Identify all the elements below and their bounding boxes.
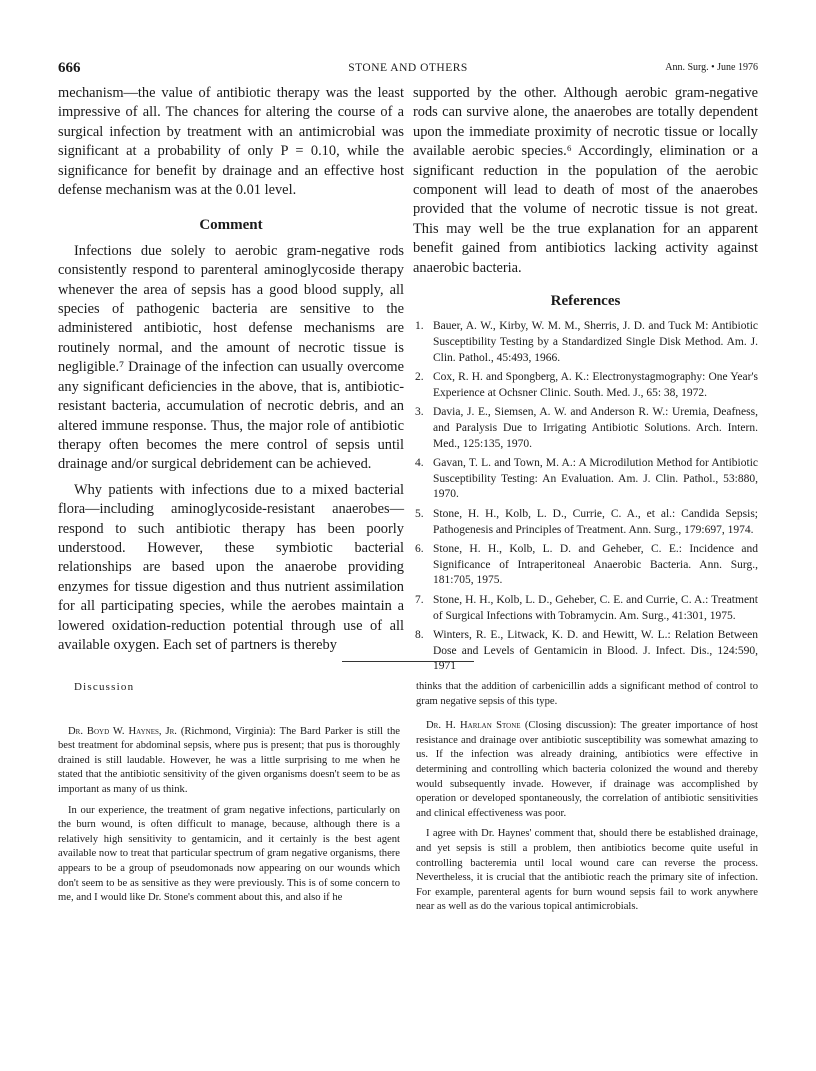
reference-number: 5. <box>415 508 424 520</box>
page-number: 666 <box>58 60 81 76</box>
journal-citation: Ann. Surg. • June 1976 <box>665 62 758 73</box>
reference-text: Davia, J. E., Siemsen, A. W. and Anderson R. W.: Uremia, Deafness, and Paralysis Due to Irrigating Antibiotic Solutions. Arch. Intern. Med., 125:135, 1970. <box>433 406 758 450</box>
comment-paragraph-2: Why patients with infections due to a mixed bacterial flora—including aminoglycoside-resistant anaerobes—respond to such antibiotic therapy has been poorly understood. However, these symbiotic bacterial relationships are based upon the anaerobe providing enzymes for tissue digestion and thus nutrient assimilation for all participating species, while the aerobes maintain a lowered oxidation-reduction potential through use of all available oxygen. Each set of partners is thereby <box>58 481 404 653</box>
reference-text: Stone, H. H., Kolb, L. D., Currie, C. A., et al.: Candida Sepsis; Pathogenesis and Principles of Treatment. Ann. Surg., 179:697, 1974. <box>433 508 758 536</box>
haynes-paragraph-2: In our experience, the treatment of gram negative infections, particularly on the burn wound, is often difficult to manage, because, although there is a relatively high sensitivity to gentamicin, and it certainly is the best agent available now to treat that particular spectrum of gram negative organisms, there appears to be a group of pseudomonads now appearing on our wounds which don't seem to be as sensitive as they were previously. This is of some concern to me, and I would like Dr. Stone's comment about this, and also if he <box>58 804 400 904</box>
reference-number: 4. <box>415 457 424 470</box>
reference-number: 3. <box>415 406 424 419</box>
reference-item <box>413 542 758 589</box>
discussion-column-right <box>416 680 758 921</box>
main-column-left <box>58 84 404 655</box>
stone-paragraph-2: I agree with Dr. Haynes' comment that, should there be established drainage, and yet sepsis is still a problem, then antibiotics become quite useful in controlling bacteremia until local wound care can reverse the process. Nevertheless, it is crucial that the antibiotic reach the primary site of infection. For example, parenteral agents for burn wound sepsis fail to work anywhere near as well as do the various topical antimicrobials. <box>416 828 758 913</box>
reference-item <box>413 593 758 624</box>
comment-paragraph-1: Infections due solely to aerobic gram-negative rods consistently respond to parenteral aminoglycoside therapy whenever the area of sepsis has a good blood supply, all species of pathogenic bacteria are sensitive to the administered antibiotic, host defense mechanisms are routinely normal, and the amount of necrotic tissue is negligible.⁷ Drainage of the infection can usually overcome any significant deficiencies in the above, that is, antibiotic-resistant bacteria, accumulation of necrotic debris, and an altered immune response. Thus, the major role of antibiotic therapy often becomes the mere control of sepsis until drainage and/or surgical debridement can be achieved. <box>58 242 404 473</box>
reference-number: 7. <box>415 593 424 606</box>
stone-text-1: (Closing discussion): The greater importance of host resistance and drainage over antibiotic susceptibility was somewhat amazing to us. If the infection was already draining, antibiotics were effective in determining and controlling which bacteria colonized the wound and thereby would subsequently invade. However, if drainage was accomplished by operation or developed spontaneously, the correlation of antibiotic sensitivities and clinical effectiveness was poor. <box>416 720 758 819</box>
haynes-name: Dr. Boyd W. Haynes, Jr. <box>68 725 177 737</box>
section-divider <box>342 661 474 662</box>
reference-number: 1. <box>415 320 424 333</box>
references-heading: References <box>550 293 621 310</box>
running-head <box>58 60 758 80</box>
haynes-paragraph-1 <box>58 725 400 798</box>
comment-paragraph-continued: supported by the other. Although aerobic gram-negative rods can survive alone, the anaerobes are totally dependent upon the immediate proximity of necrotic tissue or locally available aerobic species.⁶ Accordingly, elimination or a significant reduction in the population of the aerobic component will lead to death of most of the anaerobes provided that the volume of necrotic tissue is not great. This may well be the true explanation for an apparent benefit gained from antibiotics lacking activity against anaerobic bacteria. <box>413 85 758 276</box>
reference-item <box>413 370 758 401</box>
main-column-right <box>413 84 758 679</box>
reference-item <box>413 319 758 366</box>
reference-text: Stone, H. H., Kolb, L. D., Geheber, C. E. and Currie, C. A.: Treatment of Surgical Infections with Tobramycin. Am. Surg., 41:301, 1975. <box>433 593 758 622</box>
reference-item <box>413 507 758 538</box>
reference-number: 2. <box>415 371 424 384</box>
discussion-column-left <box>58 680 400 912</box>
comment-heading: Comment <box>199 217 263 234</box>
stone-paragraph-1 <box>416 719 758 821</box>
stone-name: Dr. H. Harlan Stone <box>426 720 521 732</box>
reference-item <box>413 456 758 503</box>
haynes-text-1: (Richmond, Virginia): The Bard Parker is still the best treatment for abdominal sepsis, where pus is present; that pus is thoroughly drained is still laudable. However, he was a little surprising to me when he stated that the antibiotic sensitivity of the given organisms doesn't seem to be as important as many of us think. <box>58 725 400 795</box>
reference-number: 8. <box>415 629 424 642</box>
reference-item <box>413 628 758 675</box>
reference-text: Winters, R. E., Litwack, K. D. and Hewitt, W. L.: Relation Between Dose and Levels of Gentamicin in Blood. J. Infect. Dis., 124:590, 1971 <box>433 629 758 673</box>
discussion-heading: Discussion <box>74 681 135 693</box>
running-title: STONE AND OTHERS <box>348 62 468 74</box>
reference-list <box>413 319 758 674</box>
reference-text: Bauer, A. W., Kirby, W. M. M., Sherris, J. D. and Tuck M: Antibiotic Susceptibility Testing by a Standardized Single Disk Method. Am. J. Clin. Pathol., 45:493, 1966. <box>433 320 758 364</box>
haynes-paragraph-continued: thinks that the addition of carbenicillin adds a significant method of control to gram negative sepsis of this type. <box>416 681 758 707</box>
reference-text: Gavan, T. L. and Town, M. A.: A Microdilution Method for Antibiotic Susceptibility Testing: An Evaluation. Am. J. Clin. Pathol., 53:880, 1970. <box>433 457 758 501</box>
reference-text: Stone, H. H., Kolb, L. D. and Geheber, C. E.: Incidence and Significance of Intraperitoneal Anaerobic Bacteria. Ann. Surg., 181:705, 1975. <box>433 543 758 587</box>
reference-item <box>413 405 758 452</box>
reference-text: Cox, R. H. and Spongberg, A. K.: Electronystagmography: One Year's Experience at Ochsner Clinic. South. Med. J., 65: 38, 1972. <box>433 371 758 399</box>
intro-paragraph: mechanism—the value of antibiotic therapy was the least impressive of all. The chances for altering the course of a surgical infection by treatment with an antimicrobial was significant at a probability of only P = 0.10, while the significance for benefit by drainage and an effective host defense mechanism was at the 0.01 level. <box>58 85 404 199</box>
reference-number: 6. <box>415 543 424 556</box>
